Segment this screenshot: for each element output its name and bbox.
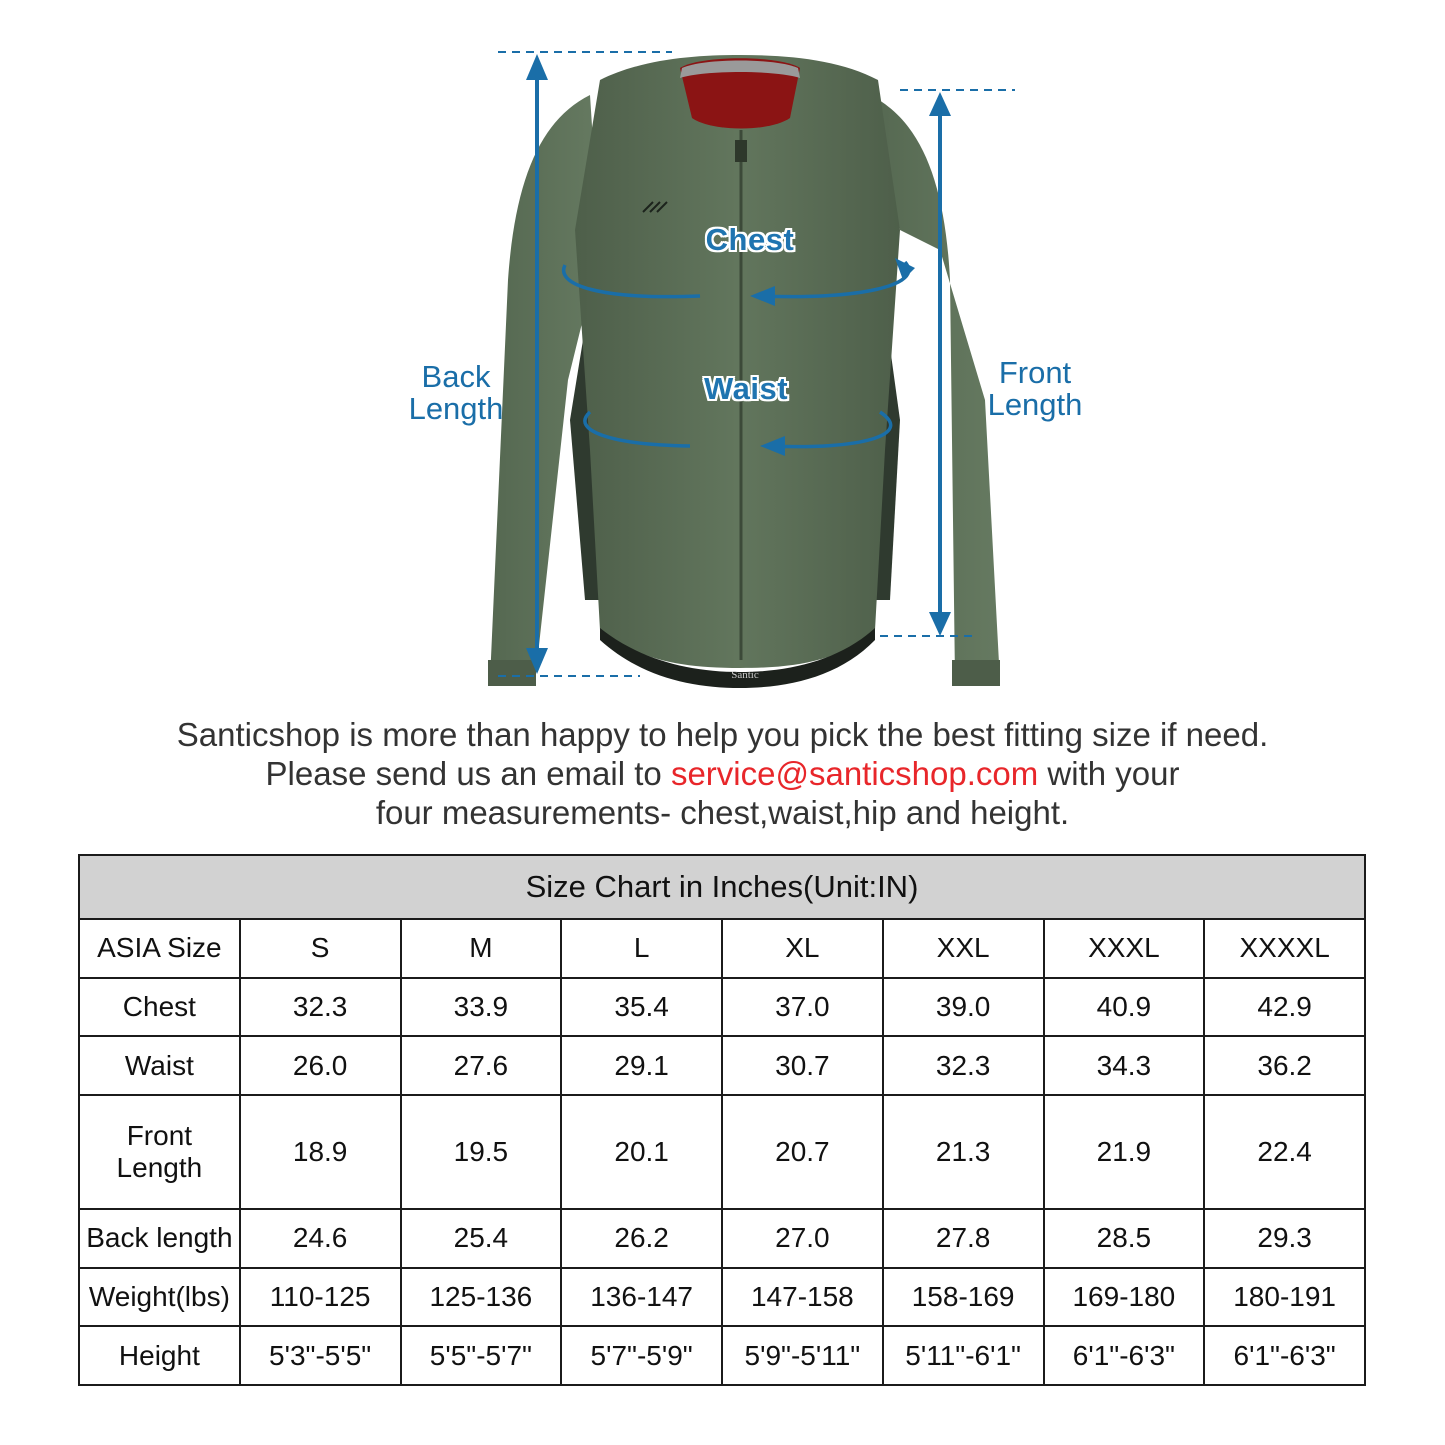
table-cell: 27.6: [401, 1036, 562, 1095]
table-row: [79, 1268, 1365, 1327]
email-link[interactable]: service@santicshop.com: [670, 755, 1039, 792]
table-cell: 39.0: [883, 978, 1044, 1037]
table-cell: 34.3: [1044, 1036, 1205, 1095]
table-cell: 6'1"-6'3": [1204, 1326, 1365, 1385]
size-col-xl: XL: [722, 919, 883, 978]
measurement-diagram: [0, 0, 1445, 715]
table-cell: 19.5: [401, 1095, 562, 1209]
table-cell: 26.2: [561, 1209, 722, 1268]
row-label-waist: Waist: [79, 1036, 240, 1095]
table-row: [79, 1095, 1365, 1209]
table-cell: 22.4: [1204, 1095, 1365, 1209]
size-col-l: L: [561, 919, 722, 978]
back-length-label: Back Length: [408, 359, 504, 426]
front-length-label: Front Length: [987, 355, 1083, 422]
table-cell: 125-136: [401, 1268, 562, 1327]
size-chart-title: Size Chart in Inches(Unit:IN): [79, 855, 1365, 919]
table-cell: 5'9"-5'11": [722, 1326, 883, 1385]
table-cell: 37.0: [722, 978, 883, 1037]
hem-brand-text: Santic: [731, 669, 759, 681]
size-col-s: S: [240, 919, 401, 978]
jersey-illustration: [0, 0, 1445, 715]
table-cell: 147-158: [722, 1268, 883, 1327]
row-label-height: Height: [79, 1326, 240, 1385]
table-row: [79, 1036, 1365, 1095]
note-line-3: four measurements- chest,waist,hip and height.: [375, 794, 1070, 831]
table-cell: 20.7: [722, 1095, 883, 1209]
table-cell: 158-169: [883, 1268, 1044, 1327]
table-cell: 27.8: [883, 1209, 1044, 1268]
table-cell: 29.1: [561, 1036, 722, 1095]
table-cell: 32.3: [240, 978, 401, 1037]
table-cell: 5'11"-6'1": [883, 1326, 1044, 1385]
row-label-weight: Weight(lbs): [79, 1268, 240, 1327]
size-col-xxxxl: XXXXL: [1204, 919, 1365, 978]
table-cell: 24.6: [240, 1209, 401, 1268]
size-header-row: [79, 919, 1365, 978]
table-cell: 40.9: [1044, 978, 1205, 1037]
table-cell: 21.3: [883, 1095, 1044, 1209]
table-cell: 169-180: [1044, 1268, 1205, 1327]
table-cell: 5'3"-5'5": [240, 1326, 401, 1385]
chest-label: Chest: [705, 222, 795, 257]
table-cell: 32.3: [883, 1036, 1044, 1095]
table-cell: 36.2: [1204, 1036, 1365, 1095]
note-line-1: Santicshop is more than happy to help you pick the best fitting size if need.: [176, 716, 1269, 753]
table-cell: 33.9: [401, 978, 562, 1037]
note-line-2: Please send us an email to service@santicshop.com with your: [265, 755, 1180, 792]
table-cell: 18.9: [240, 1095, 401, 1209]
table-row: [79, 1326, 1365, 1385]
size-header-label: ASIA Size: [79, 919, 240, 978]
table-cell: 28.5: [1044, 1209, 1205, 1268]
table-cell: 30.7: [722, 1036, 883, 1095]
size-col-xxxl: XXXL: [1044, 919, 1205, 978]
size-chart-table: [78, 854, 1366, 1386]
table-cell: 110-125: [240, 1268, 401, 1327]
size-col-xxl: XXL: [883, 919, 1044, 978]
row-label-back-length: Back length: [79, 1209, 240, 1268]
row-label-chest: Chest: [79, 978, 240, 1037]
help-note: [0, 715, 1445, 832]
table-row: [79, 1209, 1365, 1268]
table-cell: 21.9: [1044, 1095, 1205, 1209]
size-col-m: M: [401, 919, 562, 978]
table-cell: 180-191: [1204, 1268, 1365, 1327]
table-cell: 20.1: [561, 1095, 722, 1209]
table-cell: 27.0: [722, 1209, 883, 1268]
table-cell: 29.3: [1204, 1209, 1365, 1268]
table-cell: 6'1"-6'3": [1044, 1326, 1205, 1385]
table-cell: 25.4: [401, 1209, 562, 1268]
table-cell: 5'7"-5'9": [561, 1326, 722, 1385]
table-cell: 26.0: [240, 1036, 401, 1095]
table-row: [79, 978, 1365, 1037]
waist-label: Waist: [703, 371, 789, 406]
row-label-front-length: Front Length: [79, 1095, 240, 1209]
table-cell: 42.9: [1204, 978, 1365, 1037]
table-cell: 5'5"-5'7": [401, 1326, 562, 1385]
table-cell: 136-147: [561, 1268, 722, 1327]
table-cell: 35.4: [561, 978, 722, 1037]
